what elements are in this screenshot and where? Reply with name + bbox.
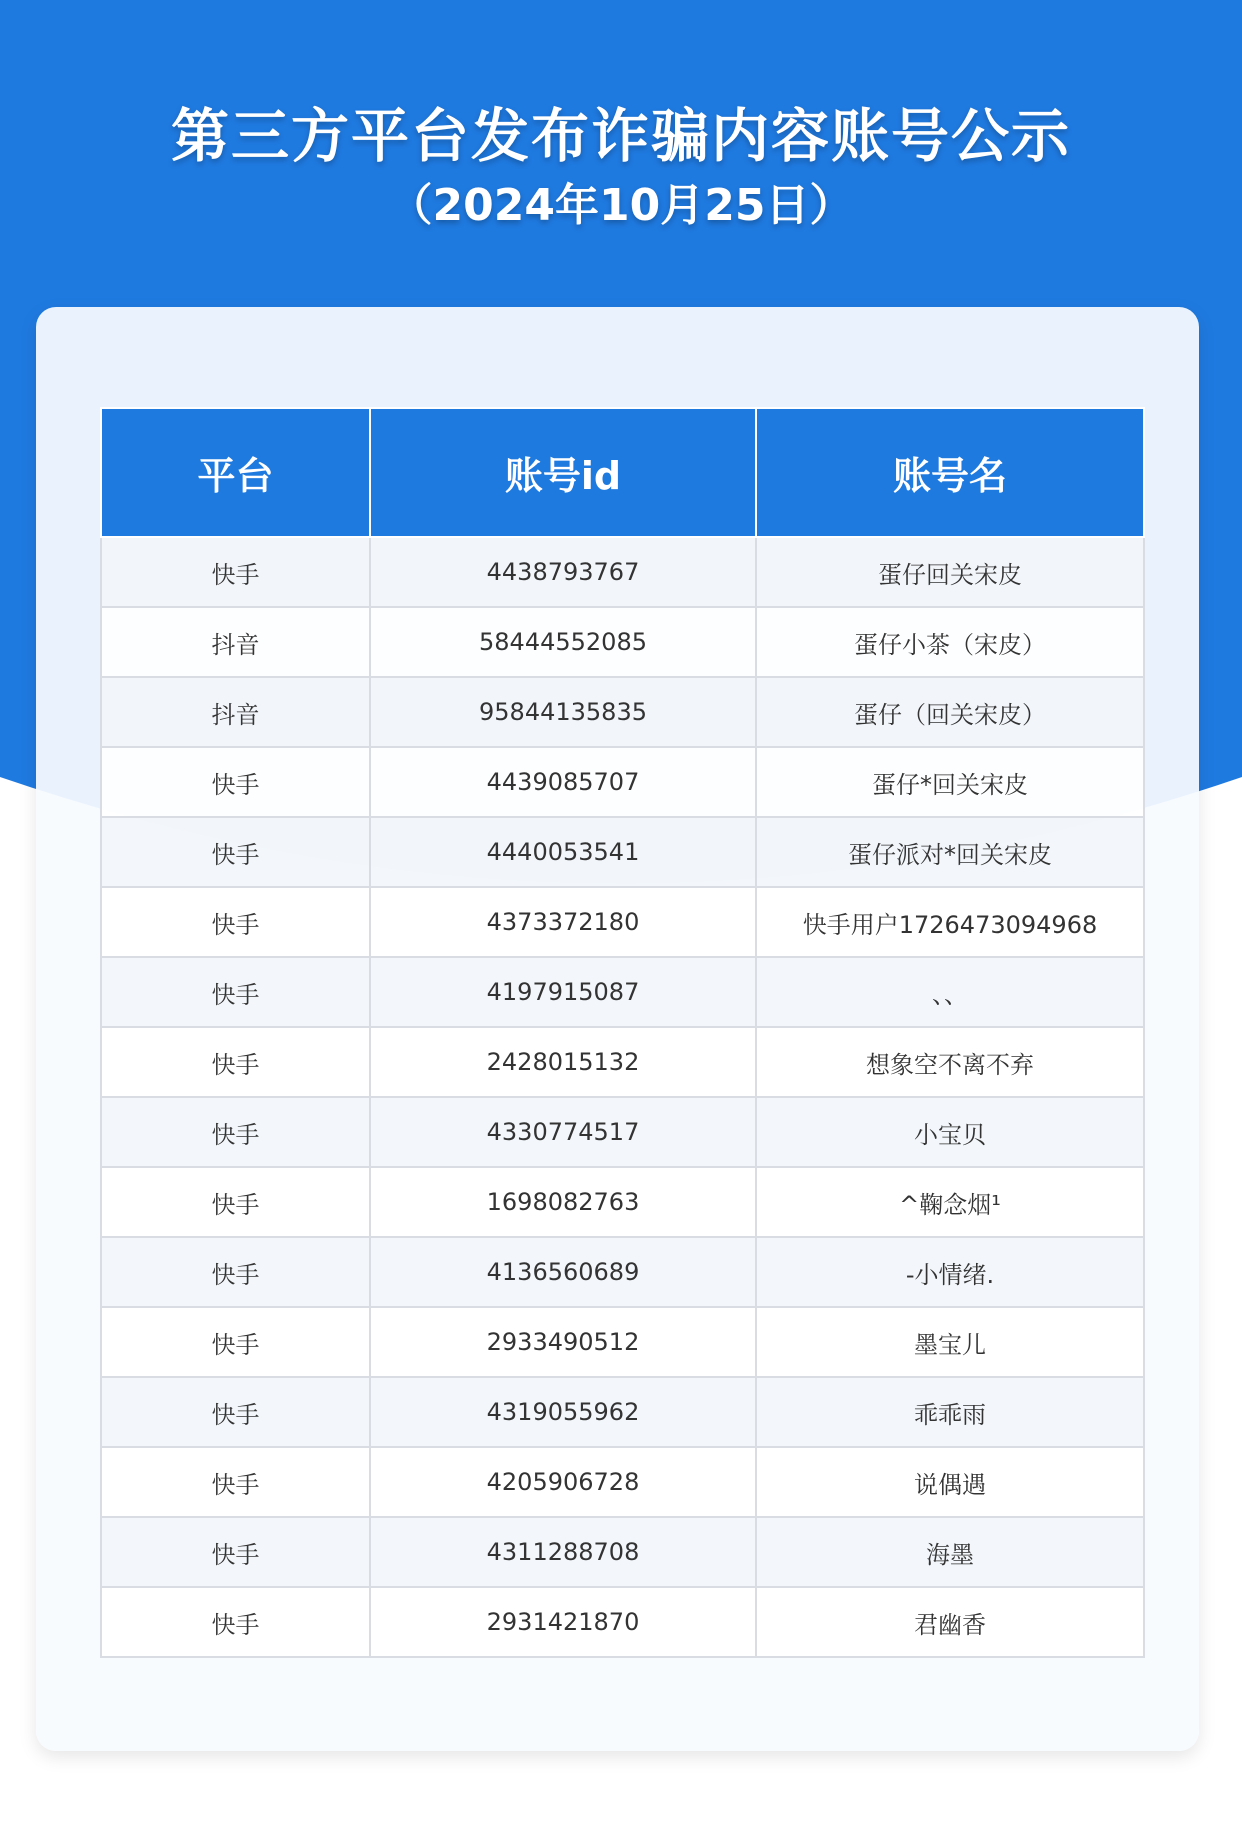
cell-platform: 快手	[101, 1097, 370, 1167]
table-row	[101, 1097, 1144, 1167]
cell-account-id: 95844135835	[370, 677, 756, 747]
cell-account-id: 4319055962	[370, 1377, 756, 1447]
table-row	[101, 537, 1144, 607]
accounts-table	[100, 407, 1145, 1658]
column-header-account-name: 账号名	[756, 408, 1144, 537]
cell-account-id: 58444552085	[370, 607, 756, 677]
column-header-platform: 平台	[101, 408, 370, 537]
cell-account-name: 蛋仔回关宋皮	[756, 537, 1144, 607]
cell-platform: 快手	[101, 1167, 370, 1237]
table-row	[101, 1167, 1144, 1237]
cell-account-id: 4330774517	[370, 1097, 756, 1167]
cell-platform: 快手	[101, 1517, 370, 1587]
cell-platform: 快手	[101, 1447, 370, 1517]
table-row	[101, 1307, 1144, 1377]
cell-account-id: 4197915087	[370, 957, 756, 1027]
cell-platform: 快手	[101, 1307, 370, 1377]
cell-account-id: 4440053541	[370, 817, 756, 887]
cell-account-name: 小宝贝	[756, 1097, 1144, 1167]
cell-account-name: 、、	[756, 957, 1144, 1027]
cell-account-name: 蛋仔小茶（宋皮）	[756, 607, 1144, 677]
cell-account-name: 君幽香	[756, 1587, 1144, 1657]
cell-account-name: 蛋仔*回关宋皮	[756, 747, 1144, 817]
table-row	[101, 607, 1144, 677]
cell-platform: 抖音	[101, 677, 370, 747]
cell-platform: 快手	[101, 1377, 370, 1447]
cell-account-id: 2933490512	[370, 1307, 756, 1377]
table-row	[101, 677, 1144, 747]
cell-account-id: 4438793767	[370, 537, 756, 607]
cell-platform: 快手	[101, 1027, 370, 1097]
page-header	[0, 92, 1242, 236]
table-row	[101, 747, 1144, 817]
cell-account-id: 1698082763	[370, 1167, 756, 1237]
cell-account-name: -小情绪.	[756, 1237, 1144, 1307]
cell-platform: 抖音	[101, 607, 370, 677]
cell-platform: 快手	[101, 887, 370, 957]
cell-account-name: 快手用户1726473094968	[756, 887, 1144, 957]
column-header-account-id: 账号id	[370, 408, 756, 537]
page-title: 第三方平台发布诈骗内容账号公示	[170, 102, 1071, 170]
cell-account-name: 蛋仔（回关宋皮）	[756, 677, 1144, 747]
cell-account-id: 2931421870	[370, 1587, 756, 1657]
cell-account-id: 4373372180	[370, 887, 756, 957]
table-row	[101, 817, 1144, 887]
cell-platform: 快手	[101, 1587, 370, 1657]
table-row	[101, 1447, 1144, 1517]
cell-platform: 快手	[101, 1237, 370, 1307]
cell-account-name: 想象空不离不弃	[756, 1027, 1144, 1097]
cell-account-id: 2428015132	[370, 1027, 756, 1097]
table-row	[101, 957, 1144, 1027]
table-row	[101, 1517, 1144, 1587]
page-date: （2024年10月25日）	[388, 180, 854, 231]
cell-account-name: 乖乖雨	[756, 1377, 1144, 1447]
table-row	[101, 1237, 1144, 1307]
cell-account-name: 说偶遇	[756, 1447, 1144, 1517]
cell-platform: 快手	[101, 817, 370, 887]
cell-account-name: 蛋仔派对*回关宋皮	[756, 817, 1144, 887]
cell-platform: 快手	[101, 957, 370, 1027]
cell-account-id: 4311288708	[370, 1517, 756, 1587]
table-row	[101, 887, 1144, 957]
table-row	[101, 1587, 1144, 1657]
cell-account-name: 墨宝儿	[756, 1307, 1144, 1377]
table-row	[101, 1027, 1144, 1097]
table-row	[101, 1377, 1144, 1447]
cell-platform: 快手	[101, 537, 370, 607]
cell-account-name: 海墨	[756, 1517, 1144, 1587]
cell-account-name: ^鞠念烟¹	[756, 1167, 1144, 1237]
cell-account-id: 4205906728	[370, 1447, 756, 1517]
table-header-row	[101, 408, 1144, 537]
cell-account-id: 4136560689	[370, 1237, 756, 1307]
cell-platform: 快手	[101, 747, 370, 817]
cell-account-id: 4439085707	[370, 747, 756, 817]
